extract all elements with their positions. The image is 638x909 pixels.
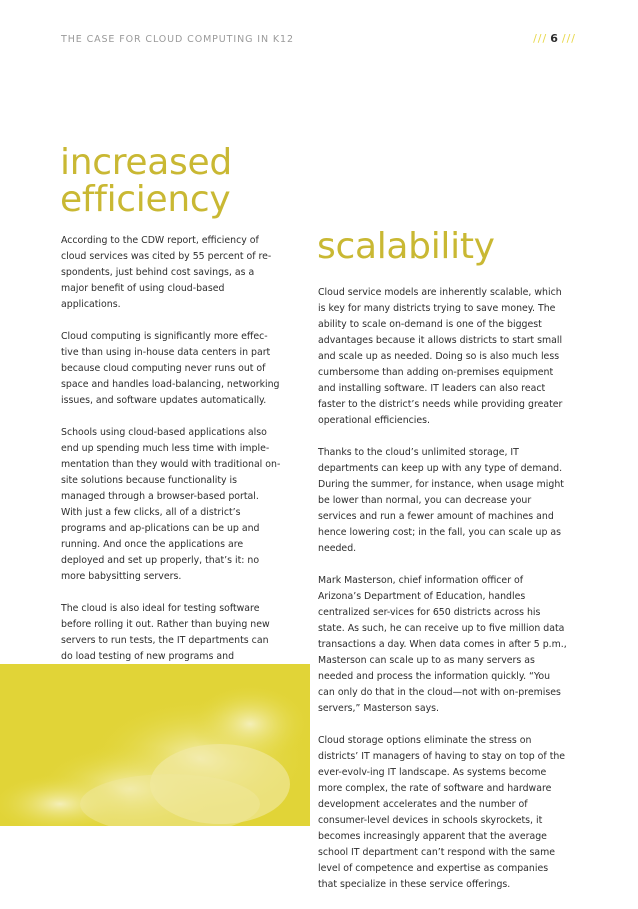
cloud-illustration <box>0 664 310 826</box>
right-paragraph-2: Thanks to the cloud’s unlimited storage, IT departments can keep up with any type of demand. During the summer, for instance, when usage might be lower than normal, you can decrease your services and run a fewer amount of machines and hence lowering cost; in the fall, you can scale up as needed. <box>318 447 564 554</box>
page-number-marker <box>533 32 576 45</box>
right-paragraph-3: Mark Masterson, chief information officer of Arizona’s Department of Education, handles centralized ser-vices for 650 districts across his state. As such, he can receive up to five million data transactions a day. When data comes in after 5 p.m., Masterson can scale up to as many servers as needed and process the information quickly. “You can only do that in the cloud—not with on-premises servers,” Masterson says. <box>318 575 567 714</box>
right-column <box>318 285 568 909</box>
page-slash-left: /// <box>533 32 548 45</box>
right-paragraph-4: Cloud storage options eliminate the stress on districts’ IT managers of having to stay on top of the ever-evolv-ing IT landscape. As systems become more complex, the rate of software and hardware development accelerates and the number of consumer-level devices in schools skyrockets, it becomes increasingly apparent that the average school IT department can’t respond with the same level of competence and expertise as companies that specialize in these service offerings. <box>318 735 566 890</box>
cloud-photo <box>0 664 310 826</box>
left-paragraph-4: The cloud is also ideal for testing software before rolling it out. Rather than buying new servers to run tests, the IT departments can do load testing of new programs and <box>61 603 270 662</box>
heading-line-1: increased <box>60 142 232 183</box>
running-header-title: THE CASE FOR CLOUD COMPUTING IN K12 <box>61 34 294 45</box>
page-number: 6 <box>550 32 559 45</box>
left-paragraph-1: According to the CDW report, efficiency of cloud services was cited by 55 percent of re-spondents, just behind cost savings, as a major benefit of using cloud-based applications. <box>61 235 272 310</box>
page-slash-right: /// <box>561 32 576 45</box>
heading-scalability: scalability <box>317 226 495 267</box>
left-paragraph-3: Schools using cloud-based applications also end up spending much less time with imple-mentation than they would with traditional on-site solutions because functionality is managed through a browser-based portal. With just a few clicks, all of a district’s programs and ap-plications can be up and running. And once the applications are deployed and set up properly, that’s it: no more babysitting servers. <box>61 427 281 582</box>
right-paragraph-1: Cloud service models are inherently scalable, which is key for many districts trying to save money. The ability to scale on-demand is one of the biggest advantages because it allows districts to start small and scale up as needed. Doing so is also much less cumbersome than adding on-premises equipment and installing software. IT leaders can also react faster to the district’s needs while providing greater operational efficiencies. <box>318 287 563 426</box>
heading-line-2: efficiency <box>60 179 231 220</box>
heading-increased-efficiency <box>60 144 232 218</box>
left-paragraph-2: Cloud computing is significantly more effec-tive than using in-house data centers in part because cloud computing never runs out of space and handles load-balancing, networking issues, and software updates automatically. <box>61 331 280 406</box>
